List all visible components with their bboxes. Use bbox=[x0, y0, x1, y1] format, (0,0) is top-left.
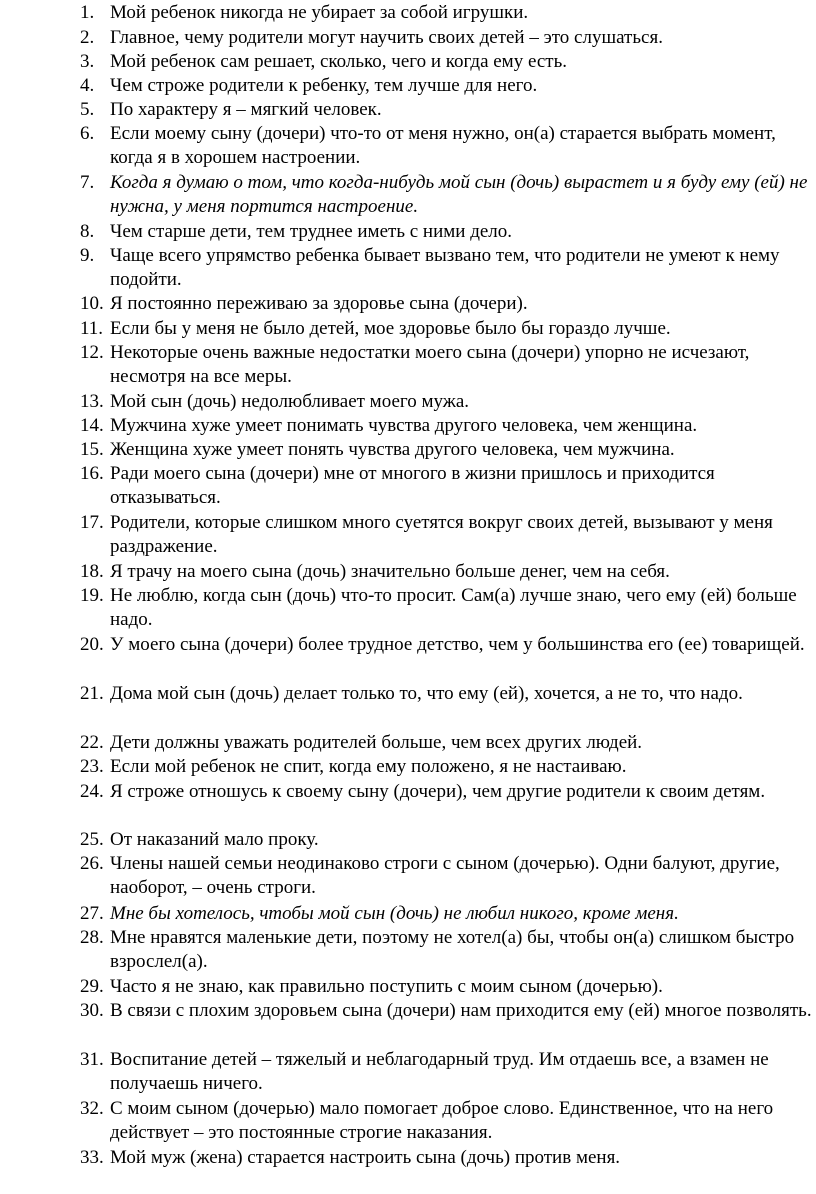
item-number: 1. bbox=[80, 2, 95, 23]
item-text: Родители, которые слишком много суетятся вокруг своих детей, вызывают у меня раздражение. bbox=[110, 512, 773, 557]
item-text: Некоторые очень важные недостатки моего сына (дочери) упорно не исчезают, несмотря на все меры. bbox=[110, 342, 750, 387]
item-number: 7. bbox=[80, 172, 95, 193]
item-number: 26. bbox=[80, 853, 104, 874]
item-text: С моим сыном (дочерью) мало помогает доброе слово. Единственное, что на него действует – это постоянные строгие наказания. bbox=[110, 1098, 774, 1143]
item-number: 19. bbox=[80, 585, 104, 606]
item-text: У моего сына (дочери) более трудное детство, чем у большинства его (ее) товарищей. bbox=[110, 634, 805, 655]
item-text: По характеру я – мягкий человек. bbox=[110, 99, 382, 120]
item-number: 33. bbox=[80, 1147, 104, 1168]
item-text: Дома мой сын (дочь) делает только то, что ему (ей), хочется, а не то, что надо. bbox=[110, 683, 743, 704]
item-text: Дети должны уважать родителей больше, чем всех других людей. bbox=[110, 732, 643, 753]
item-number: 22. bbox=[80, 732, 104, 753]
item-number: 2. bbox=[80, 27, 95, 48]
item-number: 5. bbox=[80, 99, 95, 120]
item-text: Часто я не знаю, как правильно поступить с моим сыном (дочерью). bbox=[110, 976, 663, 997]
item-number: 27. bbox=[80, 903, 104, 924]
item-number: 8. bbox=[80, 221, 95, 242]
item-text: Главное, чему родители могут научить своих детей – это слушаться. bbox=[110, 27, 663, 48]
item-text: Мой сын (дочь) недолюбливает моего мужа. bbox=[110, 391, 470, 412]
item-text: Мужчина хуже умеет понимать чувства другого человека, чем женщина. bbox=[110, 415, 698, 436]
item-text: Если бы у меня не было детей, мое здоровье было бы гораздо лучше. bbox=[110, 318, 671, 339]
item-text: Я постоянно переживаю за здоровье сына (дочери). bbox=[110, 293, 528, 314]
item-text: Мне бы хотелось, чтобы мой сын (дочь) не любил никого, кроме меня. bbox=[110, 903, 679, 924]
item-number: 10. bbox=[80, 293, 104, 314]
item-number: 28. bbox=[80, 927, 104, 948]
item-number: 3. bbox=[80, 51, 95, 72]
item-number: 13. bbox=[80, 391, 104, 412]
item-number: 18. bbox=[80, 561, 104, 582]
item-text: В связи с плохим здоровьем сына (дочери) нам приходится ему (ей) многое позволять. bbox=[110, 1000, 812, 1021]
item-text: Воспитание детей – тяжелый и неблагодарный труд. Им отдаешь все, а взамен не получаешь ничего. bbox=[110, 1049, 769, 1094]
item-number: 23. bbox=[80, 756, 104, 777]
item-text: Члены нашей семьи неодинаково строги с сыном (дочерью). Одни балуют, другие, наоборот, – очень строги. bbox=[110, 853, 780, 898]
item-number: 15. bbox=[80, 439, 104, 460]
item-number: 25. bbox=[80, 829, 104, 850]
item-text: Я строже отношусь к своему сыну (дочери), чем другие родители к своим детям. bbox=[110, 781, 766, 802]
item-text: Ради моего сына (дочери) мне от многого в жизни пришлось и приходится отказываться. bbox=[110, 463, 715, 508]
item-number: 30. bbox=[80, 1000, 104, 1021]
item-number: 31. bbox=[80, 1049, 104, 1070]
item-text: Мой муж (жена) старается настроить сына (дочь) против меня. bbox=[110, 1147, 621, 1168]
item-number: 32. bbox=[80, 1098, 104, 1119]
item-number: 29. bbox=[80, 976, 104, 997]
item-number: 6. bbox=[80, 123, 95, 144]
item-text: Чем старше дети, тем труднее иметь с ними дело. bbox=[110, 221, 513, 242]
item-text: Женщина хуже умеет понять чувства другого человека, чем мужчина. bbox=[110, 439, 675, 460]
item-number: 16. bbox=[80, 463, 104, 484]
item-text: Чем строже родители к ребенку, тем лучше для него. bbox=[110, 75, 538, 96]
item-text: Мой ребенок никогда не убирает за собой игрушки. bbox=[110, 2, 529, 23]
item-text: Мой ребенок сам решает, сколько, чего и когда ему есть. bbox=[110, 51, 568, 72]
item-text: Я трачу на моего сына (дочь) значительно больше денег, чем на себя. bbox=[110, 561, 670, 582]
item-number: 21. bbox=[80, 683, 104, 704]
item-text: Когда я думаю о том, что когда-нибудь мой сын (дочь) вырастет и я буду ему (ей) не нужна, у меня портится настроение. bbox=[110, 172, 808, 217]
item-number: 12. bbox=[80, 342, 104, 363]
item-text: Мне нравятся маленькие дети, поэтому не хотел(а) бы, чтобы он(а) слишком быстро взрослел(а). bbox=[110, 927, 795, 972]
item-text: Не люблю, когда сын (дочь) что-то просит. Сам(а) лучше знаю, чего ему (ей) больше надо. bbox=[110, 585, 797, 630]
item-text: Если моему сыну (дочери) что-то от меня нужно, он(а) старается выбрать момент, когда я в хорошем настроении. bbox=[110, 123, 776, 168]
item-number: 20. bbox=[80, 634, 104, 655]
item-text: Чаще всего упрямство ребенка бывает вызвано тем, что родители не умеют к нему подойти. bbox=[110, 245, 780, 290]
item-number: 11. bbox=[80, 318, 104, 339]
item-number: 9. bbox=[80, 245, 95, 266]
item-text: Если мой ребенок не спит, когда ему положено, я не настаиваю. bbox=[110, 756, 627, 777]
item-number: 4. bbox=[80, 75, 95, 96]
item-number: 24. bbox=[80, 781, 104, 802]
item-number: 17. bbox=[80, 512, 104, 533]
item-text: От наказаний мало проку. bbox=[110, 829, 319, 850]
item-number: 14. bbox=[80, 415, 104, 436]
